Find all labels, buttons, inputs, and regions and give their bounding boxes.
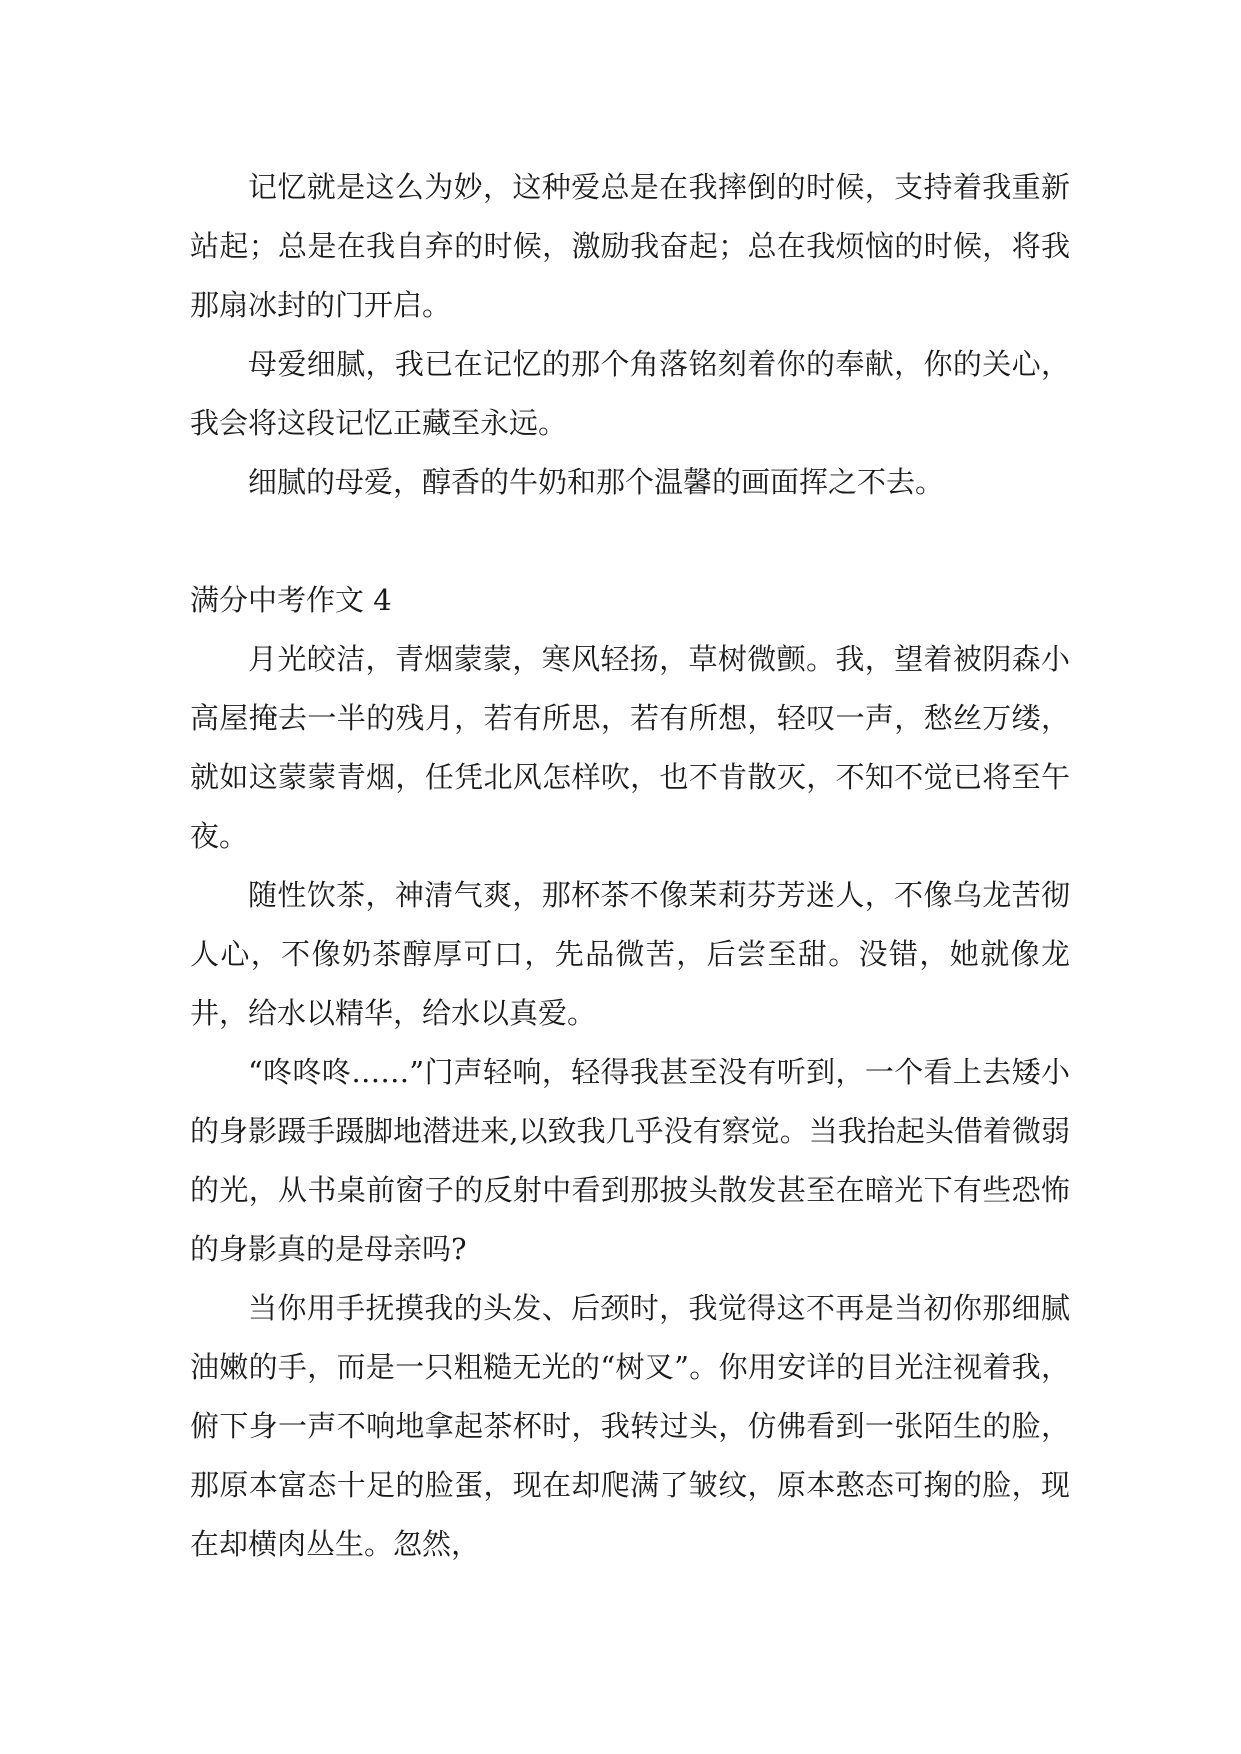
document-body — [190, 158, 1070, 1574]
section-title: 满分中考作文 4 — [190, 583, 392, 617]
paragraph: 月光皎洁，青烟蒙蒙，寒风轻扬，草树微颤。我，望着被阴森小高屋掩去一半的残月，若有所思，若有所想，轻叹一声，愁丝万缕，就如这蒙蒙青烟，任凭北风怎样吹，也不肯散灭，不知不觉已将至午夜。 — [190, 642, 1070, 853]
paragraph: 记忆就是这么为妙，这种爱总是在我摔倒的时候，支持着我重新站起；总是在我自弃的时候，激励我奋起；总在我烦恼的时候，将我那扇冰封的门开启。 — [190, 170, 1070, 322]
paragraph: 随性饮茶，神清气爽，那杯茶不像茉莉芬芳迷人，不像乌龙苦彻人心，不像奶茶醇厚可口，先品微苦，后尝至甜。没错，她就像龙井，给水以精华，给水以真爱。 — [190, 878, 1070, 1030]
section-spacer — [190, 512, 1070, 571]
paragraph: 当你用手抚摸我的头发、后颈时，我觉得这不再是当初你那细腻油嫩的手，而是一只粗糙无光的“树叉”。你用安详的目光注视着我，俯下身一声不响地拿起茶杯时，我转过头，仿佛看到一张陌生的脸，那原本富态十足的脸蛋，现在却爬满了皱纹，原本憨态可掬的脸，现在却横肉丛生。忽然， — [190, 1291, 1070, 1561]
paragraph: 母爱细腻，我已在记忆的那个角落铭刻着你的奉献，你的关心，我会将这段记忆正藏至永远。 — [190, 347, 1070, 440]
paragraph: “咚咚咚……”门声轻响，轻得我甚至没有听到，一个看上去矮小的身影蹑手蹑脚地潜进来,以致我几乎没有察觉。当我抬起头借着微弱的光，从书桌前窗子的反射中看到那披头散发甚至在暗光下有些恐怖的身影真的是母亲吗? — [190, 1055, 1070, 1266]
paragraph: 细腻的母爱，醇香的牛奶和那个温馨的画面挥之不去。 — [248, 465, 945, 499]
